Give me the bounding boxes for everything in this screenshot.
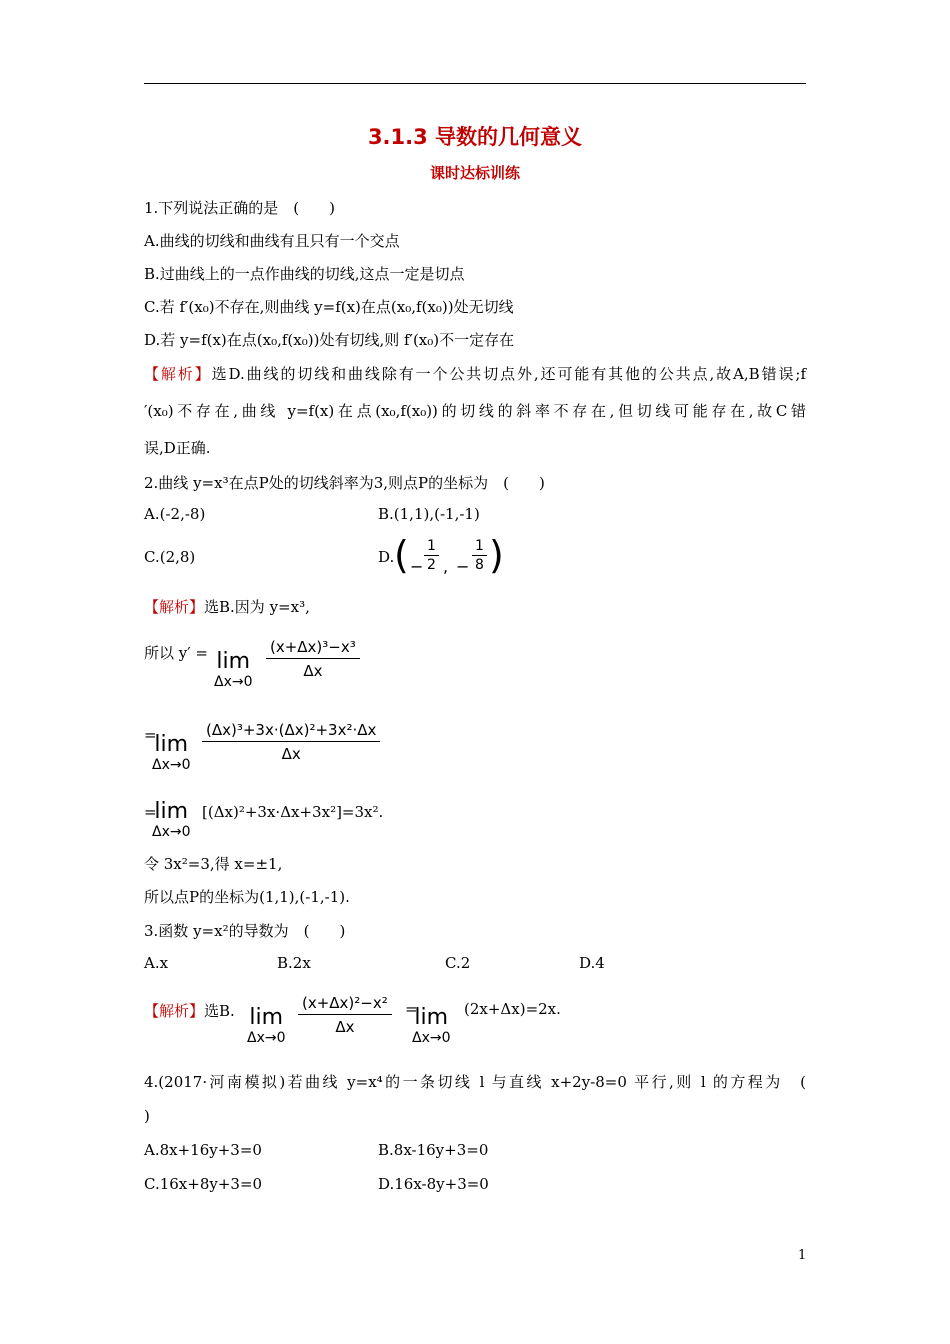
limit-operator: lim Δx→0 [214,649,253,690]
q3-option-a: A.x [144,954,169,972]
page-number: 1 [798,1248,807,1263]
q2-step3-eq: = [144,803,157,821]
comma: , [443,557,449,576]
q3-option-d: D.4 [579,954,605,972]
q1-option-b: B.过曲线上的一点作曲线的切线,这点一定是切点 [144,265,465,283]
limit-operator: lim Δx→0 [152,732,191,773]
q2-solution-a: 令 3x²=3,得 x=±1, [144,855,283,873]
q4-stem-line-2: ) [144,1107,150,1125]
q1-solution-line-3: 误,D正确. [144,439,211,457]
q2-step1-prefix: 所以 y′ = [144,644,208,662]
q2-step2-fraction: $\frac{\text{(Δx)³+3x·(Δx)²+3x²·Δx}}{\Delta x}$ [202,721,380,763]
q2-step3-tail: [(Δx)²+3x·Δx+3x²]=3x². [202,803,384,821]
q3-solution-prefix: 【解析】选B. [144,1002,235,1020]
page-title: 3.1.3 导数的几何意义 [367,125,583,149]
q4-option-b: B.8x-16y+3=0 [378,1141,489,1159]
q1-solution-line-1: 【解析】选D.曲线的切线和曲线除有一个公共切点外,还可能有其他的公共点,故A,B错误;f [144,365,806,383]
q3-solution-eq: = [405,1000,418,1018]
right-paren: ) [489,533,504,577]
solution-tag: 【解析】 [144,598,205,616]
minus-sign: − [410,557,424,576]
solution-tag: 【解析】 [144,365,212,383]
q2-step2-eq: = [144,726,157,744]
q1-option-d: D.若 y=f(x)在点(x₀,f(x₀))处有切线,则 f′(x₀)不一定存在 [144,331,515,349]
q2-solution-b: 所以点P的坐标为(1,1),(-1,-1). [144,888,350,906]
q1-stem: 1.下列说法正确的是 ( ) [144,199,336,217]
page-subtitle: 课时达标训练 [429,164,520,182]
q2-step1-fraction: $\frac{\text{(x+Δx)³−x³}}{\Delta x}$ [266,638,360,680]
q1-solution-line-2: ′(x₀)不存在,曲线 y=f(x)在点(x₀,f(x₀))的切线的斜率不存在,但切线可能存在,故C错 [144,402,806,420]
q4-option-c: C.16x+8y+3=0 [144,1175,263,1193]
minus-sign: − [456,557,470,576]
q1-option-a: A.曲线的切线和曲线有且只有一个交点 [144,232,400,250]
q2-stem: 2.曲线 y=x³在点P处的切线斜率为3,则点P的坐标为 ( ) [144,474,545,492]
q2-option-b: B.(1,1),(-1,-1) [378,505,480,523]
q2-d-y-fraction: $\frac{1}{8}$ [472,538,487,573]
q2-option-d-point [394,533,409,577]
solution-tag: 【解析】 [144,1002,205,1020]
q3-option-c: C.2 [445,954,471,972]
q3-stem: 3.函数 y=x²的导数为 ( ) [144,922,346,940]
q2-option-d: D. [378,548,395,566]
q4-option-d: D.16x-8y+3=0 [378,1175,489,1193]
q2-option-d-close [489,533,504,577]
left-paren: ( [394,533,409,577]
q3-solution-tail: (2x+Δx)=2x. [464,1000,561,1018]
q4-stem-line-1: 4.(2017·河南模拟)若曲线 y=x⁴的一条切线 l 与直线 x+2y-8=0 平行,则 l 的方程为 ( [144,1073,806,1091]
q2-option-c: C.(2,8) [144,548,196,566]
q2-d-x-fraction: $\frac{1}{2}$ [424,538,439,573]
q4-option-a: A.8x+16y+3=0 [144,1141,262,1159]
limit-operator: lim Δx→0 [247,1005,286,1046]
header-rule [144,83,806,84]
q1-option-c: C.若 f′(x₀)不存在,则曲线 y=f(x)在点(x₀,f(x₀))处无切线 [144,298,514,316]
q3-option-b: B.2x [277,954,311,972]
q2-solution-line-1: 【解析】选B.因为 y=x³, [144,598,310,616]
limit-operator: lim Δx→0 [412,1005,451,1046]
q2-option-a: A.(-2,-8) [144,505,206,523]
limit-operator: lim Δx→0 [152,799,191,840]
q3-solution-fraction: $\frac{\text{(x+Δx)²−x²}}{\Delta x}$ [298,994,392,1036]
